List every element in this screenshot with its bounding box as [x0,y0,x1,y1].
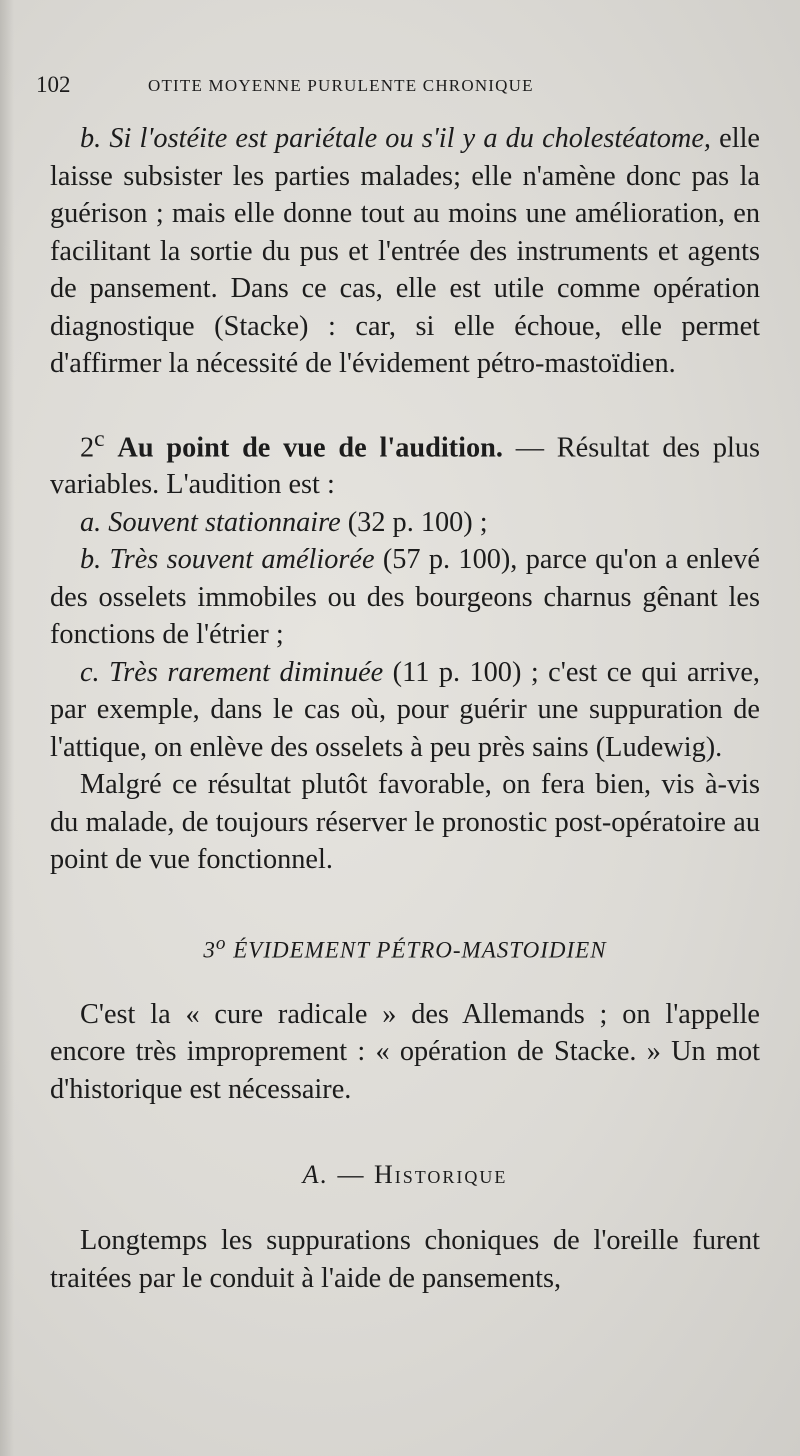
paragraph-parietal-osteitis [50,120,760,383]
list-item-b [50,541,760,654]
list-item-lead: a. Souvent stationnaire [80,506,341,538]
running-title: OTITE MOYENNE PURULENTE CHRONIQUE [148,76,534,95]
list-item-lead: c. Très rarement diminuée [80,656,384,688]
subsection-letter: A. [302,1160,329,1190]
paragraph-audition [50,421,760,504]
section-number: 2 [80,431,95,463]
subsection-title: Historique [373,1160,508,1190]
paragraph-radical-cure: C'est la « cure radicale » des Allemands ; on l'appelle encore très improprement : « opération de Stacke. » Un mot d'historique est nécessaire. [50,998,760,1105]
subsection-dash: — [328,1160,374,1190]
list-item-lead: b. Très souvent améliorée [80,544,375,576]
list-item-a [50,504,760,542]
list-item-text: (11 p. 100) ; c'est ce qui arrive, par exemple, dans le cas où, pour guérir une suppuration de l'attique, on enlève des osselets à peu près sains (Ludewig). [50,656,761,763]
list-item-text: (32 p. 100) ; [340,506,488,538]
section-number-superscript: c [94,425,105,452]
paragraph-prognosis: Malgré ce résultat plutôt favorable, on fera bien, vis à-vis du malade, de toujours réserver le pronostic post-opératoire au point de vue fonctionnel. [50,769,760,876]
section-heading-superscript: o [215,932,227,954]
page-number: 102 [36,72,71,97]
paragraph-text: elle laisse subsister les parties malades; elle n'amène donc pas la guérison ; mais elle donne tout au moins une amélioration, en facilitant la sortie du pus et l'entrée des instruments et agents de pansement. Dans ce cas, elle est utile comme opération diagnostique (Stacke) : car, si elle échoue, elle permet d'affirmer la nécessité de l'évidement pétro-mastoïdien. [50,123,760,379]
list-item-text: (57 p. 100), parce qu'on a enlevé des osselets immobiles ou des bourgeons charnus gênant les fonctions de l'étrier ; [50,544,760,651]
section-heading-title: ÉVIDEMENT PÉTRO-MASTOIDIEN [233,937,607,963]
paragraph-heading: Au point de vue de l'audition. [117,431,503,463]
section-heading [50,929,760,966]
paragraph-text: — Résultat des plus variables. L'audition est : [50,431,760,501]
list-item-c [50,654,760,767]
paragraph-history: Longtemps les suppurations choniques de l'oreille furent traitées par le conduit à l'aide de pansements, [50,1225,760,1294]
body-text [50,120,760,1297]
section-heading-number: 3 [203,937,216,963]
paragraph-lead: b. Si l'ostéite est pariétale ou s'il y a du cholestéatome, [80,123,712,154]
page-header [36,72,756,102]
subsection-heading [50,1158,760,1192]
